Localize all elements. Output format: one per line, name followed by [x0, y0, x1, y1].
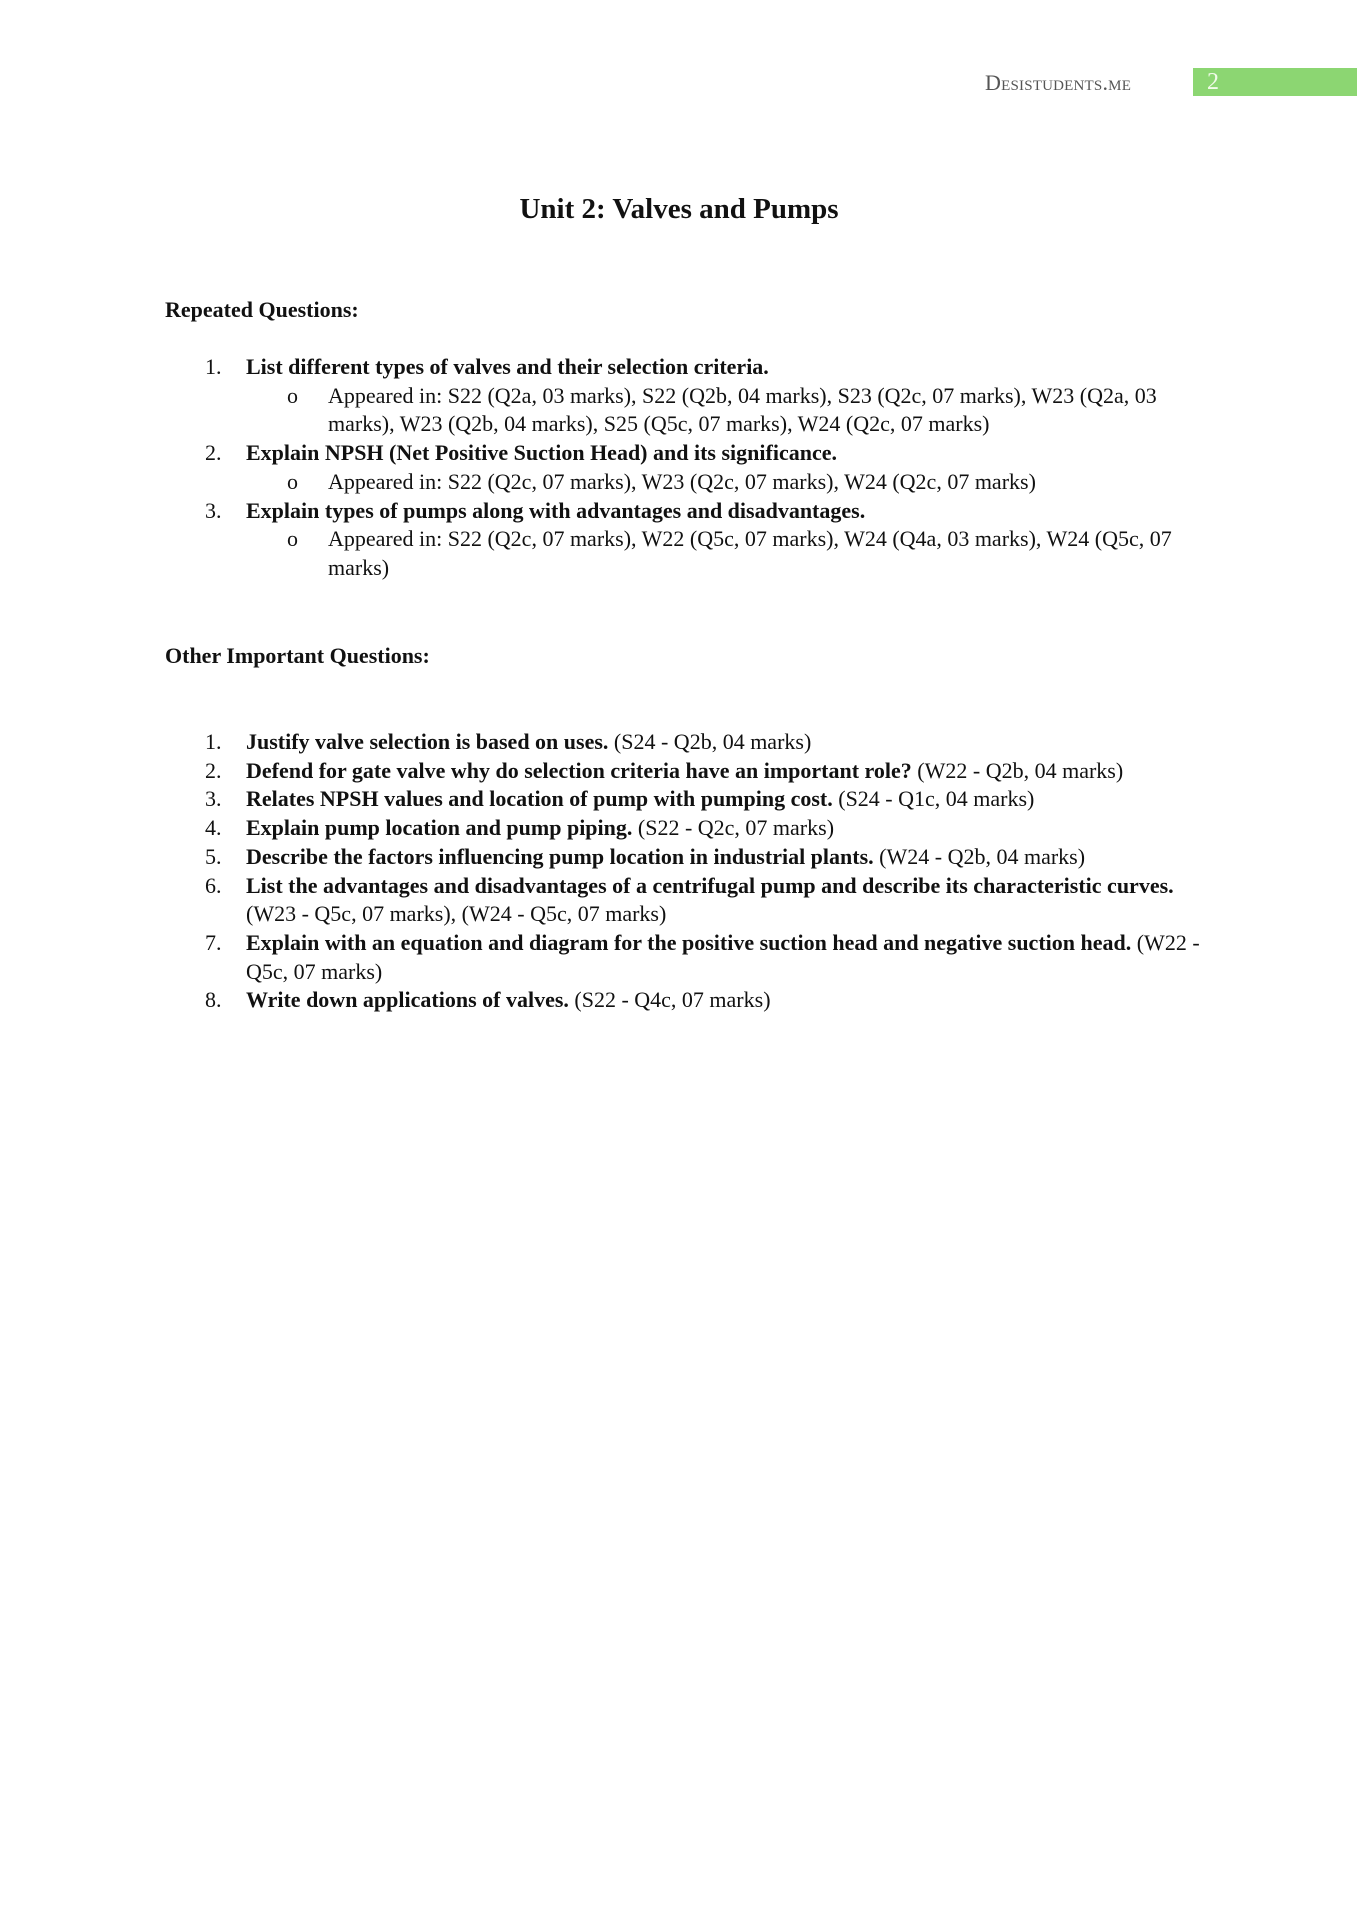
list-item — [165, 757, 1205, 786]
repeated-heading: Repeated Questions: — [165, 297, 359, 322]
list-item — [165, 843, 1205, 872]
list-item — [165, 497, 1205, 526]
sub-item — [165, 382, 1205, 439]
reference: (S22 - Q4c, 07 marks) — [568, 987, 771, 1013]
item-number: 1. — [205, 354, 222, 379]
appeared-in: Appeared in: S22 (Q2c, 07 marks), W22 (Q5c, 07 marks), W24 (Q4a, 03 marks), W24 (Q5c, 07 marks) — [328, 526, 1172, 580]
item-number: 8. — [205, 987, 222, 1013]
list-item — [165, 872, 1205, 929]
question: Explain with an equation and diagram for the positive suction head and negative suction head. — [246, 929, 1132, 955]
question: Explain pump location and pump piping. — [246, 815, 633, 841]
bullet-icon: o — [287, 526, 298, 552]
item-number: 1. — [205, 729, 222, 754]
sub-item — [165, 525, 1205, 582]
list-item — [165, 439, 1205, 468]
other-list — [165, 728, 1205, 1015]
sub-item — [165, 468, 1205, 497]
appeared-in: Appeared in: S22 (Q2c, 07 marks), W23 (Q2c, 07 marks), W24 (Q2c, 07 marks) — [328, 468, 1036, 494]
list-item — [165, 728, 1205, 757]
item-number: 3. — [205, 497, 222, 523]
item-number: 5. — [205, 843, 222, 869]
question: List the advantages and disadvantages of a centrifugal pump and describe its characteristic curves. — [246, 872, 1174, 898]
other-heading: Other Important Questions: — [165, 643, 430, 668]
item-number: 2. — [205, 440, 222, 466]
item-number: 3. — [205, 786, 222, 812]
question: Write down applications of valves. — [246, 987, 569, 1013]
question: Describe the factors influencing pump location in industrial plants. — [246, 843, 874, 869]
question: Defend for gate valve why do selection criteria have an important role? — [246, 757, 912, 783]
reference: (S24 - Q1c, 04 marks) — [832, 786, 1035, 812]
page-number: 2 — [1193, 68, 1357, 96]
question: Explain NPSH (Net Positive Suction Head) and its significance. — [246, 440, 837, 466]
list-item — [165, 929, 1205, 986]
site-name: Desistudents.me — [985, 70, 1132, 95]
bullet-icon: o — [287, 468, 298, 494]
item-number: 4. — [205, 815, 222, 841]
question: Justify valve selection is based on uses. — [246, 729, 609, 754]
question: List different types of valves and their selection criteria. — [246, 354, 769, 379]
reference: (W23 - Q5c, 07 marks), (W24 - Q5c, 07 marks) — [246, 901, 667, 927]
reference: (S24 - Q2b, 04 marks) — [608, 729, 812, 754]
list-item — [165, 353, 1205, 382]
appeared-in: Appeared in: S22 (Q2a, 03 marks), S22 (Q2b, 04 marks), S23 (Q2c, 07 marks), W23 (Q2a, 03 marks), W23 (Q2b, 04 marks), S25 (Q5c, 07 marks), W24 (Q2c, 07 marks) — [328, 382, 1157, 437]
list-item — [165, 986, 1205, 1015]
item-number: 6. — [205, 872, 222, 898]
bullet-icon: o — [287, 382, 298, 408]
reference: (W22 - Q2b, 04 marks) — [911, 757, 1124, 783]
list-item — [165, 814, 1205, 843]
item-number: 7. — [205, 929, 222, 955]
reference: (W24 - Q2b, 04 marks) — [873, 843, 1086, 869]
reference: (S22 - Q2c, 07 marks) — [632, 815, 835, 841]
repeated-list — [165, 353, 1205, 583]
item-number: 2. — [205, 757, 222, 783]
reference: (W22 - Q5c, 07 marks) — [246, 929, 1200, 984]
question: Relates NPSH values and location of pump with pumping cost. — [246, 786, 833, 812]
list-item — [165, 785, 1205, 814]
page-title: Unit 2: Valves and Pumps — [519, 193, 839, 225]
question: Explain types of pumps along with advantages and disadvantages. — [246, 497, 866, 523]
